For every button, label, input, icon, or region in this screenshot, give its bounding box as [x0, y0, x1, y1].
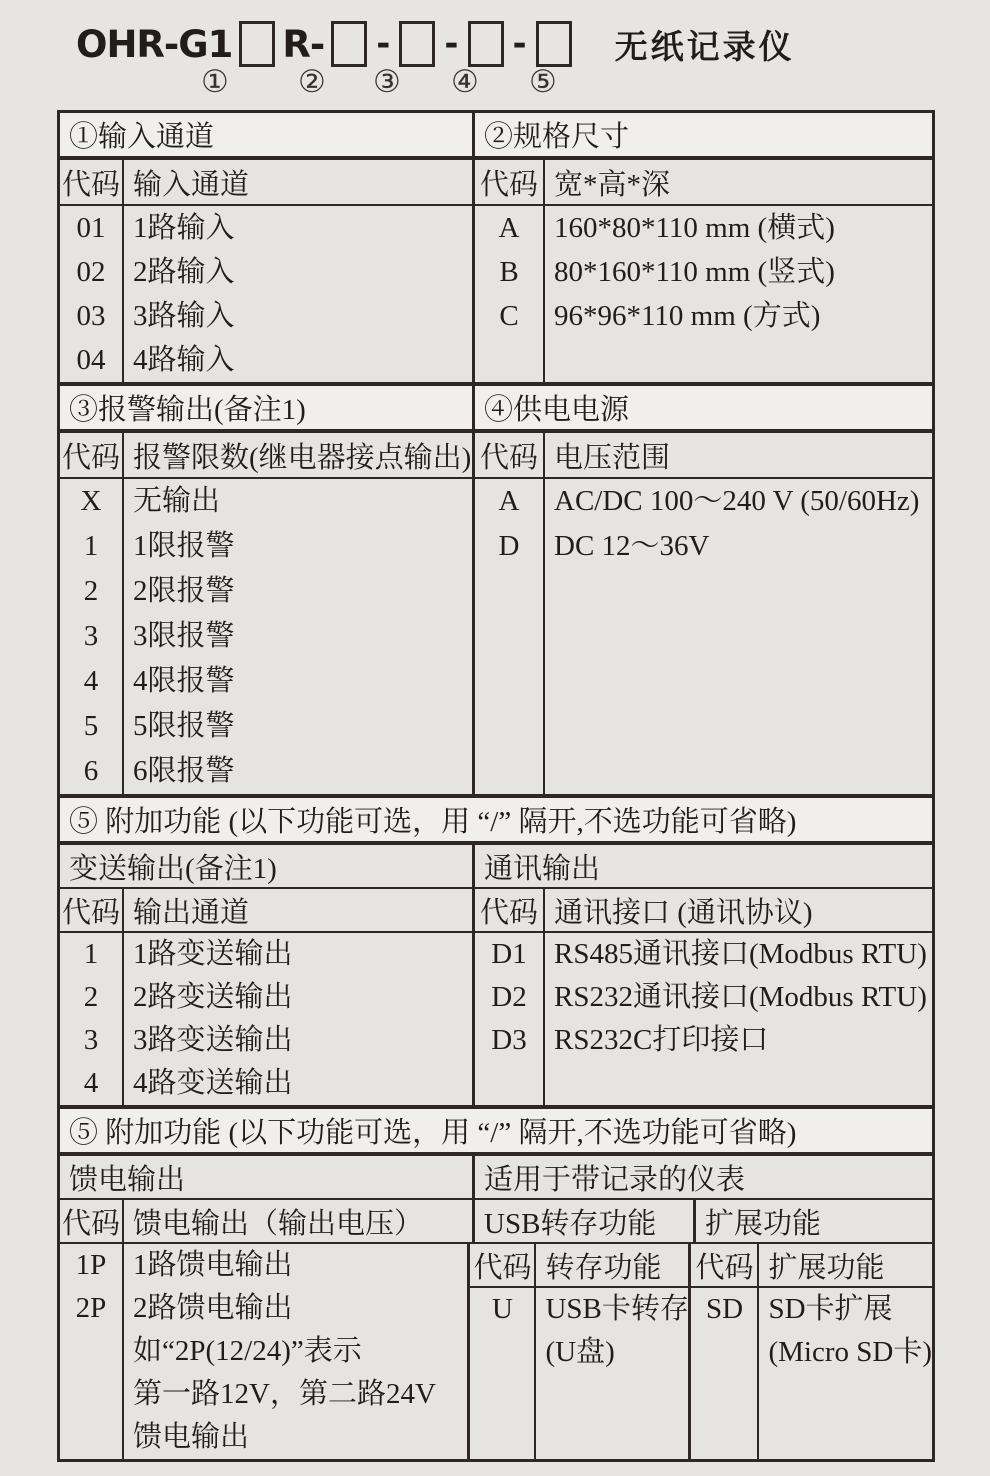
model-r-segment: R- — [282, 22, 325, 66]
trans-code: 1 — [83, 938, 99, 970]
s4-code: D — [498, 530, 520, 562]
feed-code-header: 代码 — [60, 1200, 124, 1242]
band-input-size — [60, 113, 932, 160]
s3-code: 6 — [83, 755, 99, 787]
header-row-s1-s2 — [60, 160, 932, 206]
comm-title: 通讯输出 — [484, 852, 601, 885]
header-row-trans-comm — [60, 889, 932, 933]
usb-code: U — [492, 1293, 513, 1325]
header-row-s3-s4 — [60, 433, 932, 479]
model-box-3 — [399, 21, 435, 67]
s1-desc: 2路输入 — [133, 256, 235, 288]
model-dash-1: - — [376, 24, 391, 64]
s3-desc: 1限报警 — [133, 530, 235, 562]
section3-title: ③报警输出(备注1) — [69, 394, 306, 426]
usb-code-header: 代码 — [470, 1244, 536, 1286]
model-box-2 — [331, 21, 367, 67]
comm-desc: RS232C打印接口 — [554, 1024, 769, 1056]
comm-code: D1 — [491, 938, 527, 970]
band5b-title: ⑤ 附加功能 (以下功能可选，用 “/” 隔开,不选功能可省略) — [60, 1109, 932, 1152]
spec-table — [57, 110, 935, 1462]
feed-title: 馈电输出 — [69, 1163, 186, 1196]
trans-desc-header: 输出通道 — [133, 896, 250, 929]
s1-codes — [60, 206, 124, 382]
sd-desc: SD卡扩展 — [768, 1293, 893, 1325]
section2-title: ②规格尺寸 — [484, 121, 630, 153]
trans-code: 2 — [83, 981, 99, 1013]
s1-desc: 3路输入 — [133, 300, 235, 332]
model-prefix: OHR-G1 — [76, 22, 233, 66]
sd-code-header: 代码 — [691, 1244, 759, 1286]
body-feed-record — [60, 1244, 932, 1459]
usb-desc-header: 转存功能 — [545, 1251, 662, 1284]
usb-section-title: USB转存功能 — [484, 1207, 657, 1240]
body-trans-comm — [60, 933, 932, 1109]
s2-codes — [475, 206, 545, 382]
s2-desc-header: 宽*高*深 — [554, 168, 671, 201]
band5a-title: ⑤ 附加功能 (以下功能可选，用 “/” 隔开,不选功能可省略) — [60, 798, 932, 841]
sd-code: SD — [705, 1293, 744, 1325]
sd-codes — [691, 1288, 759, 1459]
trans-title: 变送输出(备注1) — [69, 852, 277, 885]
s4-desc: AC/DC 100～240 V (50/60Hz) — [554, 485, 920, 517]
trans-descs — [124, 933, 472, 1105]
s2-desc: 96*96*110 mm (方式) — [554, 300, 821, 332]
s3-desc: 4限报警 — [133, 665, 235, 697]
s3-descs — [124, 479, 472, 794]
s3-codes — [60, 479, 124, 794]
trans-desc: 2路变送输出 — [133, 981, 293, 1013]
s2-code: C — [499, 300, 519, 332]
sd-desc-header: 扩展功能 — [768, 1251, 885, 1284]
section4-title: ④供电电源 — [484, 394, 630, 426]
body-s1-s2 — [60, 206, 932, 386]
subheader-feed-record — [60, 1156, 932, 1200]
s1-code-header: 代码 — [60, 160, 124, 204]
header-row-usb-sd — [470, 1244, 932, 1288]
s4-descs — [545, 479, 932, 794]
feed-codes — [60, 1244, 124, 1459]
model-box-4 — [468, 21, 504, 67]
s3-code: X — [80, 485, 102, 517]
section1-title: ①输入通道 — [69, 121, 215, 153]
record-title: 适用于带记录的仪表 — [484, 1163, 746, 1196]
feed-code: 2P — [75, 1292, 107, 1324]
s3-desc: 6限报警 — [133, 755, 235, 787]
trans-codes — [60, 933, 124, 1105]
band-alarm-power — [60, 386, 932, 433]
s2-desc: 80*160*110 mm (竖式) — [554, 256, 835, 288]
comm-code: D2 — [491, 981, 527, 1013]
s1-code: 04 — [76, 344, 106, 376]
s4-code-header: 代码 — [475, 433, 545, 477]
circled-number-3: ③ — [373, 64, 401, 99]
body-usb-sd — [470, 1288, 932, 1459]
usb-descs — [536, 1288, 688, 1459]
s3-code: 5 — [83, 710, 99, 742]
feed-desc-header: 馈电输出（输出电压） — [133, 1207, 424, 1240]
model-box-5 — [536, 21, 572, 67]
comm-desc: RS232通讯接口(Modbus RTU) — [554, 981, 927, 1013]
circled-number-1: ① — [201, 64, 229, 99]
s3-code: 4 — [83, 665, 99, 697]
s3-desc: 3限报警 — [133, 620, 235, 652]
trans-code-header: 代码 — [60, 889, 124, 931]
sd-descs — [759, 1288, 932, 1459]
band-additional-2 — [60, 1109, 932, 1156]
comm-code: D3 — [491, 1024, 527, 1056]
s2-code: A — [498, 212, 520, 244]
s1-desc-header: 输入通道 — [133, 168, 250, 201]
model-dash-2: - — [444, 24, 459, 64]
model-box-1 — [239, 21, 275, 67]
model-dash-3: - — [512, 24, 527, 64]
circled-number-5: ⑤ — [529, 64, 557, 99]
usb-desc: (U盘) — [545, 1336, 615, 1368]
comm-desc-header: 通讯接口 (通讯协议) — [554, 896, 813, 929]
s2-desc: 160*80*110 mm (横式) — [554, 212, 835, 244]
usb-codes — [470, 1288, 536, 1459]
product-name: 无纸记录仪 — [614, 26, 795, 66]
band-additional-1 — [60, 798, 932, 845]
s4-code: A — [498, 485, 520, 517]
trans-desc: 4路变送输出 — [133, 1067, 293, 1099]
s1-code: 02 — [76, 256, 106, 288]
body-s3-s4 — [60, 479, 932, 798]
s2-code: B — [499, 256, 519, 288]
trans-desc: 1路变送输出 — [133, 938, 293, 970]
comm-descs — [545, 933, 932, 1105]
sd-desc: (Micro SD卡) — [768, 1336, 932, 1368]
s2-code-header: 代码 — [475, 160, 545, 204]
s1-code: 01 — [76, 212, 106, 244]
header-row-feed-record — [60, 1200, 932, 1244]
feed-note: 如“2P(12/24)”表示 — [133, 1335, 362, 1367]
feed-code: 1P — [75, 1249, 107, 1281]
model-line — [76, 16, 795, 72]
s4-desc-header: 电压范围 — [554, 441, 671, 474]
comm-code-header: 代码 — [475, 889, 545, 931]
trans-desc: 3路变送输出 — [133, 1024, 293, 1056]
feed-note: 第一路12V，第二路24V — [133, 1378, 436, 1410]
s3-code: 3 — [83, 620, 99, 652]
s4-desc: DC 12～36V — [554, 530, 710, 562]
feed-desc: 2路馈电输出 — [133, 1292, 293, 1324]
s3-code-header: 代码 — [60, 433, 124, 477]
feed-desc: 1路馈电输出 — [133, 1249, 293, 1281]
usb-desc: USB卡转存 — [545, 1293, 689, 1325]
sd-section-title: 扩展功能 — [705, 1207, 822, 1240]
circled-number-2: ② — [298, 64, 326, 99]
s1-code: 03 — [76, 300, 106, 332]
s1-desc: 4路输入 — [133, 344, 235, 376]
s1-desc: 1路输入 — [133, 212, 235, 244]
s3-code: 1 — [83, 530, 99, 562]
circled-number-4: ④ — [451, 64, 479, 99]
comm-codes — [475, 933, 545, 1105]
s3-desc-header: 报警限数(继电器接点输出) — [133, 441, 472, 474]
feed-descs — [124, 1244, 467, 1459]
s1-descs — [124, 206, 472, 382]
trans-code: 4 — [83, 1067, 99, 1099]
subheader-trans-comm — [60, 845, 932, 889]
comm-desc: RS485通讯接口(Modbus RTU) — [554, 938, 927, 970]
s3-desc: 2限报警 — [133, 575, 235, 607]
s3-desc: 5限报警 — [133, 710, 235, 742]
trans-code: 3 — [83, 1024, 99, 1056]
s2-descs — [545, 206, 932, 382]
s4-codes — [475, 479, 545, 794]
s3-desc: 无输出 — [133, 485, 221, 517]
feed-note: 馈电输出 — [133, 1421, 250, 1453]
s3-code: 2 — [83, 575, 99, 607]
